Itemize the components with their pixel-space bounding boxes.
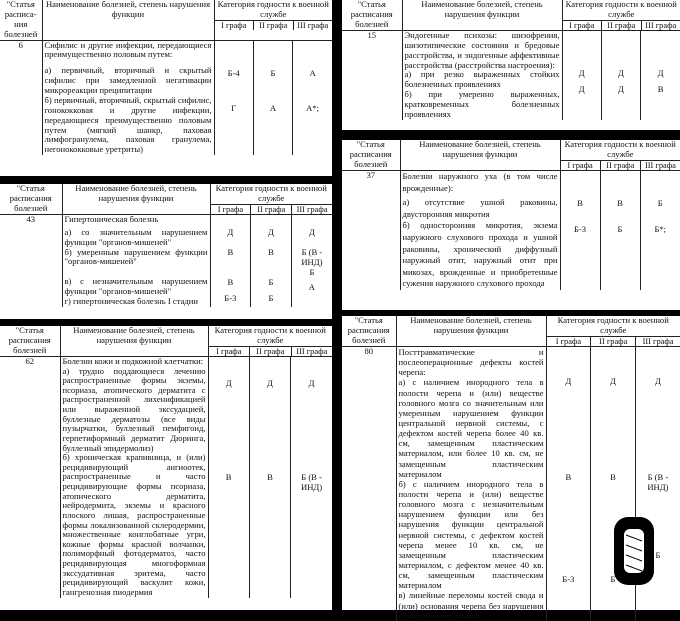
grafa1-value: Д: [565, 69, 599, 79]
header-grafa-2: II графа: [253, 21, 293, 30]
grafa2-value: В: [603, 199, 638, 209]
header-article: "Статья расписа-ния болезней: [0, 0, 42, 40]
disease-line: б) с наличием инородного тела в полости черепа и (или) веществе головного мозга с незначительным нарушением функции или без нарушения функции центральной нервной системы, с дефектом костей черепа менее 10 кв. см, не замещенным пластическим материалом, с дефектом менее 40 кв. см, замещенным пластическим материалом: [399, 479, 544, 591]
header-grafa-1: I графа: [561, 161, 600, 170]
disease-line: б) умеренным нарушением функции "органов-мишеней": [65, 248, 208, 268]
grafa3-value: А: [295, 69, 330, 79]
panel-article-37: [342, 140, 680, 310]
grafa1-value: Д: [549, 377, 589, 387]
article-number: 37: [342, 170, 400, 289]
header-disease: Наименование болезней, степень нарушения функции: [60, 326, 208, 356]
grafa3-value: Б (В - ИНД): [642, 473, 674, 493]
grafa1-value: В: [213, 278, 249, 288]
grafa2-value: Б: [593, 575, 633, 585]
grafa1-value: Б-3: [549, 575, 589, 585]
grafa3-value: Б: [294, 268, 330, 278]
grafa2-value: В: [253, 248, 289, 258]
grafa1-value: Д: [565, 85, 599, 95]
header-grafa-2: II графа: [249, 347, 291, 356]
grafa2-value: В: [593, 473, 633, 483]
header-category: Категория годности к военной службе: [547, 316, 680, 337]
disease-line: а) при резко выраженных стойких болезненных проявлениях: [405, 70, 560, 90]
grafa3-value: Д: [638, 377, 678, 387]
header-article: "Статья расписания болезней: [0, 184, 62, 214]
header-grafa-2: II графа: [600, 161, 640, 170]
header-article: "Статья расписания болезней: [342, 0, 402, 30]
disease-line: б) хроническая крапивница, и (или) рецидивирующий ангиоотек, распространенные и часто рецидивирующие формы псориаза, атопического дерматита, нейродермита, экземы и красного плоского лишая, распространенные формы локализованной склеродермии, множественные конглобатные угри, кожные формы красной волчанки, полиморфный фотодерматоз, часто рецидивирующая многоформная экссудативная эритема, часто рецидивирующий васкулит кожи, гангренозная пиодермия: [63, 453, 206, 597]
article-number: 6: [0, 40, 42, 155]
disease-line: в) с незначительным нарушением функции "органов-мишеней": [65, 277, 208, 297]
article-number: 80: [342, 346, 396, 620]
grafa2-value: Д: [593, 377, 633, 387]
header-category: Категория годности к военной службе: [563, 0, 680, 21]
disease-line: б) при умеренно выраженных, кратковременных болезненных проявлениях: [405, 90, 560, 120]
header-grafa-2: II графа: [590, 337, 635, 346]
header-grafa-3: III графа: [641, 21, 680, 30]
panel-article-6: [0, 0, 332, 176]
grafa3-value: Б: [643, 199, 679, 209]
grafa3-value: Д: [294, 228, 330, 238]
grafa1-value: В: [213, 248, 249, 258]
grafa2-value: Д: [253, 228, 289, 238]
grafa1-value: В: [211, 473, 247, 483]
panel-article-43: [0, 184, 332, 319]
grafa2-value: Б: [603, 225, 638, 235]
header-category: Категория годности к военной службе: [561, 140, 680, 161]
grafa3-value: Д: [643, 69, 678, 79]
grafa1-value: Г: [217, 104, 251, 114]
disease-line: а) отсутствие ушной раковины, двусторонняя микротия: [403, 197, 558, 220]
article-number: 62: [0, 356, 60, 597]
disease-line: а) с наличием инородного тела в полости черепа и (или) веществе головного мозга со значительным или умеренным нарушением функции центральной нервной системы, с дефектом костей черепа более 40 кв. см, замещенным пластическим материалом, или более 10 кв. см, не замещенным пластическим материалом: [399, 377, 544, 478]
header-grafa-3: III графа: [293, 21, 333, 30]
header-disease: Наименование болезней, степень нарушения функции: [62, 184, 210, 214]
header-disease: Наименование болезней, степень нарушения функции: [396, 316, 546, 346]
grafa3-value: Б (В - ИНД): [296, 473, 328, 493]
disease-line: Болезни кожи и подкожной клетчатки:: [63, 357, 206, 367]
grafa2-value: Д: [604, 69, 638, 79]
disease-line: Болезни наружного уха (в том числе врожденные):: [403, 171, 558, 194]
article-number: 43: [0, 214, 62, 307]
grafa3-value: Б (В - ИНД): [296, 248, 328, 268]
grafa3-value: Д: [293, 379, 330, 389]
header-article: "Статья расписания болезней: [342, 140, 400, 170]
grafa2-value: Б: [253, 278, 289, 288]
header-grafa-3: III графа: [635, 337, 680, 346]
grafa1-value: Б-3: [213, 294, 249, 304]
grafa1-value: Б-4: [217, 69, 251, 79]
disease-line: а) первичный, вторичный и скрытый сифилис при замедленной негативации микрореакции преципитации: [45, 66, 212, 96]
grafa1-value: Д: [211, 379, 247, 389]
header-category: Категория годности к военной службе: [215, 0, 333, 21]
grafa2-value: Д: [252, 379, 288, 389]
grafa2-value: Б: [256, 69, 290, 79]
header-grafa-1: I графа: [563, 21, 602, 30]
header-disease: Наименование болезней, степень нарушения функции: [400, 140, 560, 170]
disease-line: в) линейные переломы костей свода и (или) основания черепа без нарушения функций центральной: [399, 590, 544, 620]
grafa3-value: А: [294, 283, 330, 293]
disease-line: Эндогенные психозы: шизофрения, шизотипические состояния и бредовые расстройства, и эндогенные аффективные расстройства (расстройства настроения):: [405, 31, 560, 71]
grafa1-value: В: [563, 199, 598, 209]
grafa2-value: Д: [604, 85, 638, 95]
header-grafa-1: I графа: [547, 337, 591, 346]
disease-line: а) со значительным нарушением функции "органов-мишеней": [65, 228, 208, 248]
header-grafa-1: I графа: [211, 205, 251, 214]
grafa3-value: Б: [638, 551, 678, 561]
disease-line: г) гипертоническая болезнь I стадии: [65, 297, 208, 307]
header-grafa-2: II графа: [601, 21, 641, 30]
header-article: "Статья расписания болезней: [342, 316, 396, 346]
header-disease: Наименование болезней, степень нарушения функции: [42, 0, 214, 40]
header-category: Категория годности к военной службе: [211, 184, 333, 205]
header-grafa-3: III графа: [291, 205, 332, 214]
header-grafa-3: III графа: [640, 161, 680, 170]
grafa3-value: Б*;: [643, 225, 679, 235]
article-number: 15: [342, 30, 402, 119]
grafa1-value: Б-3: [563, 225, 598, 235]
header-grafa-2: II графа: [250, 205, 291, 214]
header-grafa-1: I графа: [215, 21, 254, 30]
header-grafa-3: III графа: [291, 347, 333, 356]
numeral-zero-icon: [612, 515, 656, 587]
header-disease: Наименование болезней, степень нарушения функции: [402, 0, 562, 30]
grafa2-value: В: [252, 473, 288, 483]
grafa1-value: Д: [213, 228, 249, 238]
grafa1-value: В: [549, 473, 589, 483]
disease-line: б) первичный, вторичный, скрытый сифилис, гонококковая и другие инфекции, передающиеся преимущественно половым путем (мягкий шанкр, паховая лимфогранулема, паховая гранулема, негонококковые уретриты): [45, 96, 212, 155]
disease-line: б) односторонняя микротия, экзема наружного слухового прохода и ушной раковины, хронический диффузный наружный отит, наружный отит при микозах, врожденные и приобретенные сужения наружного слухового прохода: [403, 220, 558, 290]
disease-line: а) трудно поддающиеся лечению распространенные формы экземы, псориаза, атопического дерматита с распространенной лихенификацией или выраженной экссудацией, буллезные дерматозы (все виды пузырчатки, буллезный пемфигоид, герпетиформный дерматит Дюринга, буллезный эпидермолиз): [63, 367, 206, 454]
header-grafa-1: I графа: [209, 347, 250, 356]
header-article: "Статья расписания болезней: [0, 326, 60, 356]
grafa2-value: Б: [253, 294, 289, 304]
panel-article-15: [342, 0, 680, 130]
disease-line: Сифилис и другие инфекции, передающиеся преимущественно половым путем:: [45, 41, 212, 61]
grafa3-value: В: [643, 85, 678, 95]
panel-article-62: [0, 326, 332, 610]
grafa3-value: А*;: [295, 104, 330, 114]
header-category: Категория годности к военной службе: [209, 326, 333, 347]
grafa2-value: А: [256, 104, 290, 114]
disease-line: Посттравматические и послеоперационные дефекты костей черепа:: [399, 347, 544, 377]
disease-line: Гипертоническая болезнь: [65, 215, 208, 225]
